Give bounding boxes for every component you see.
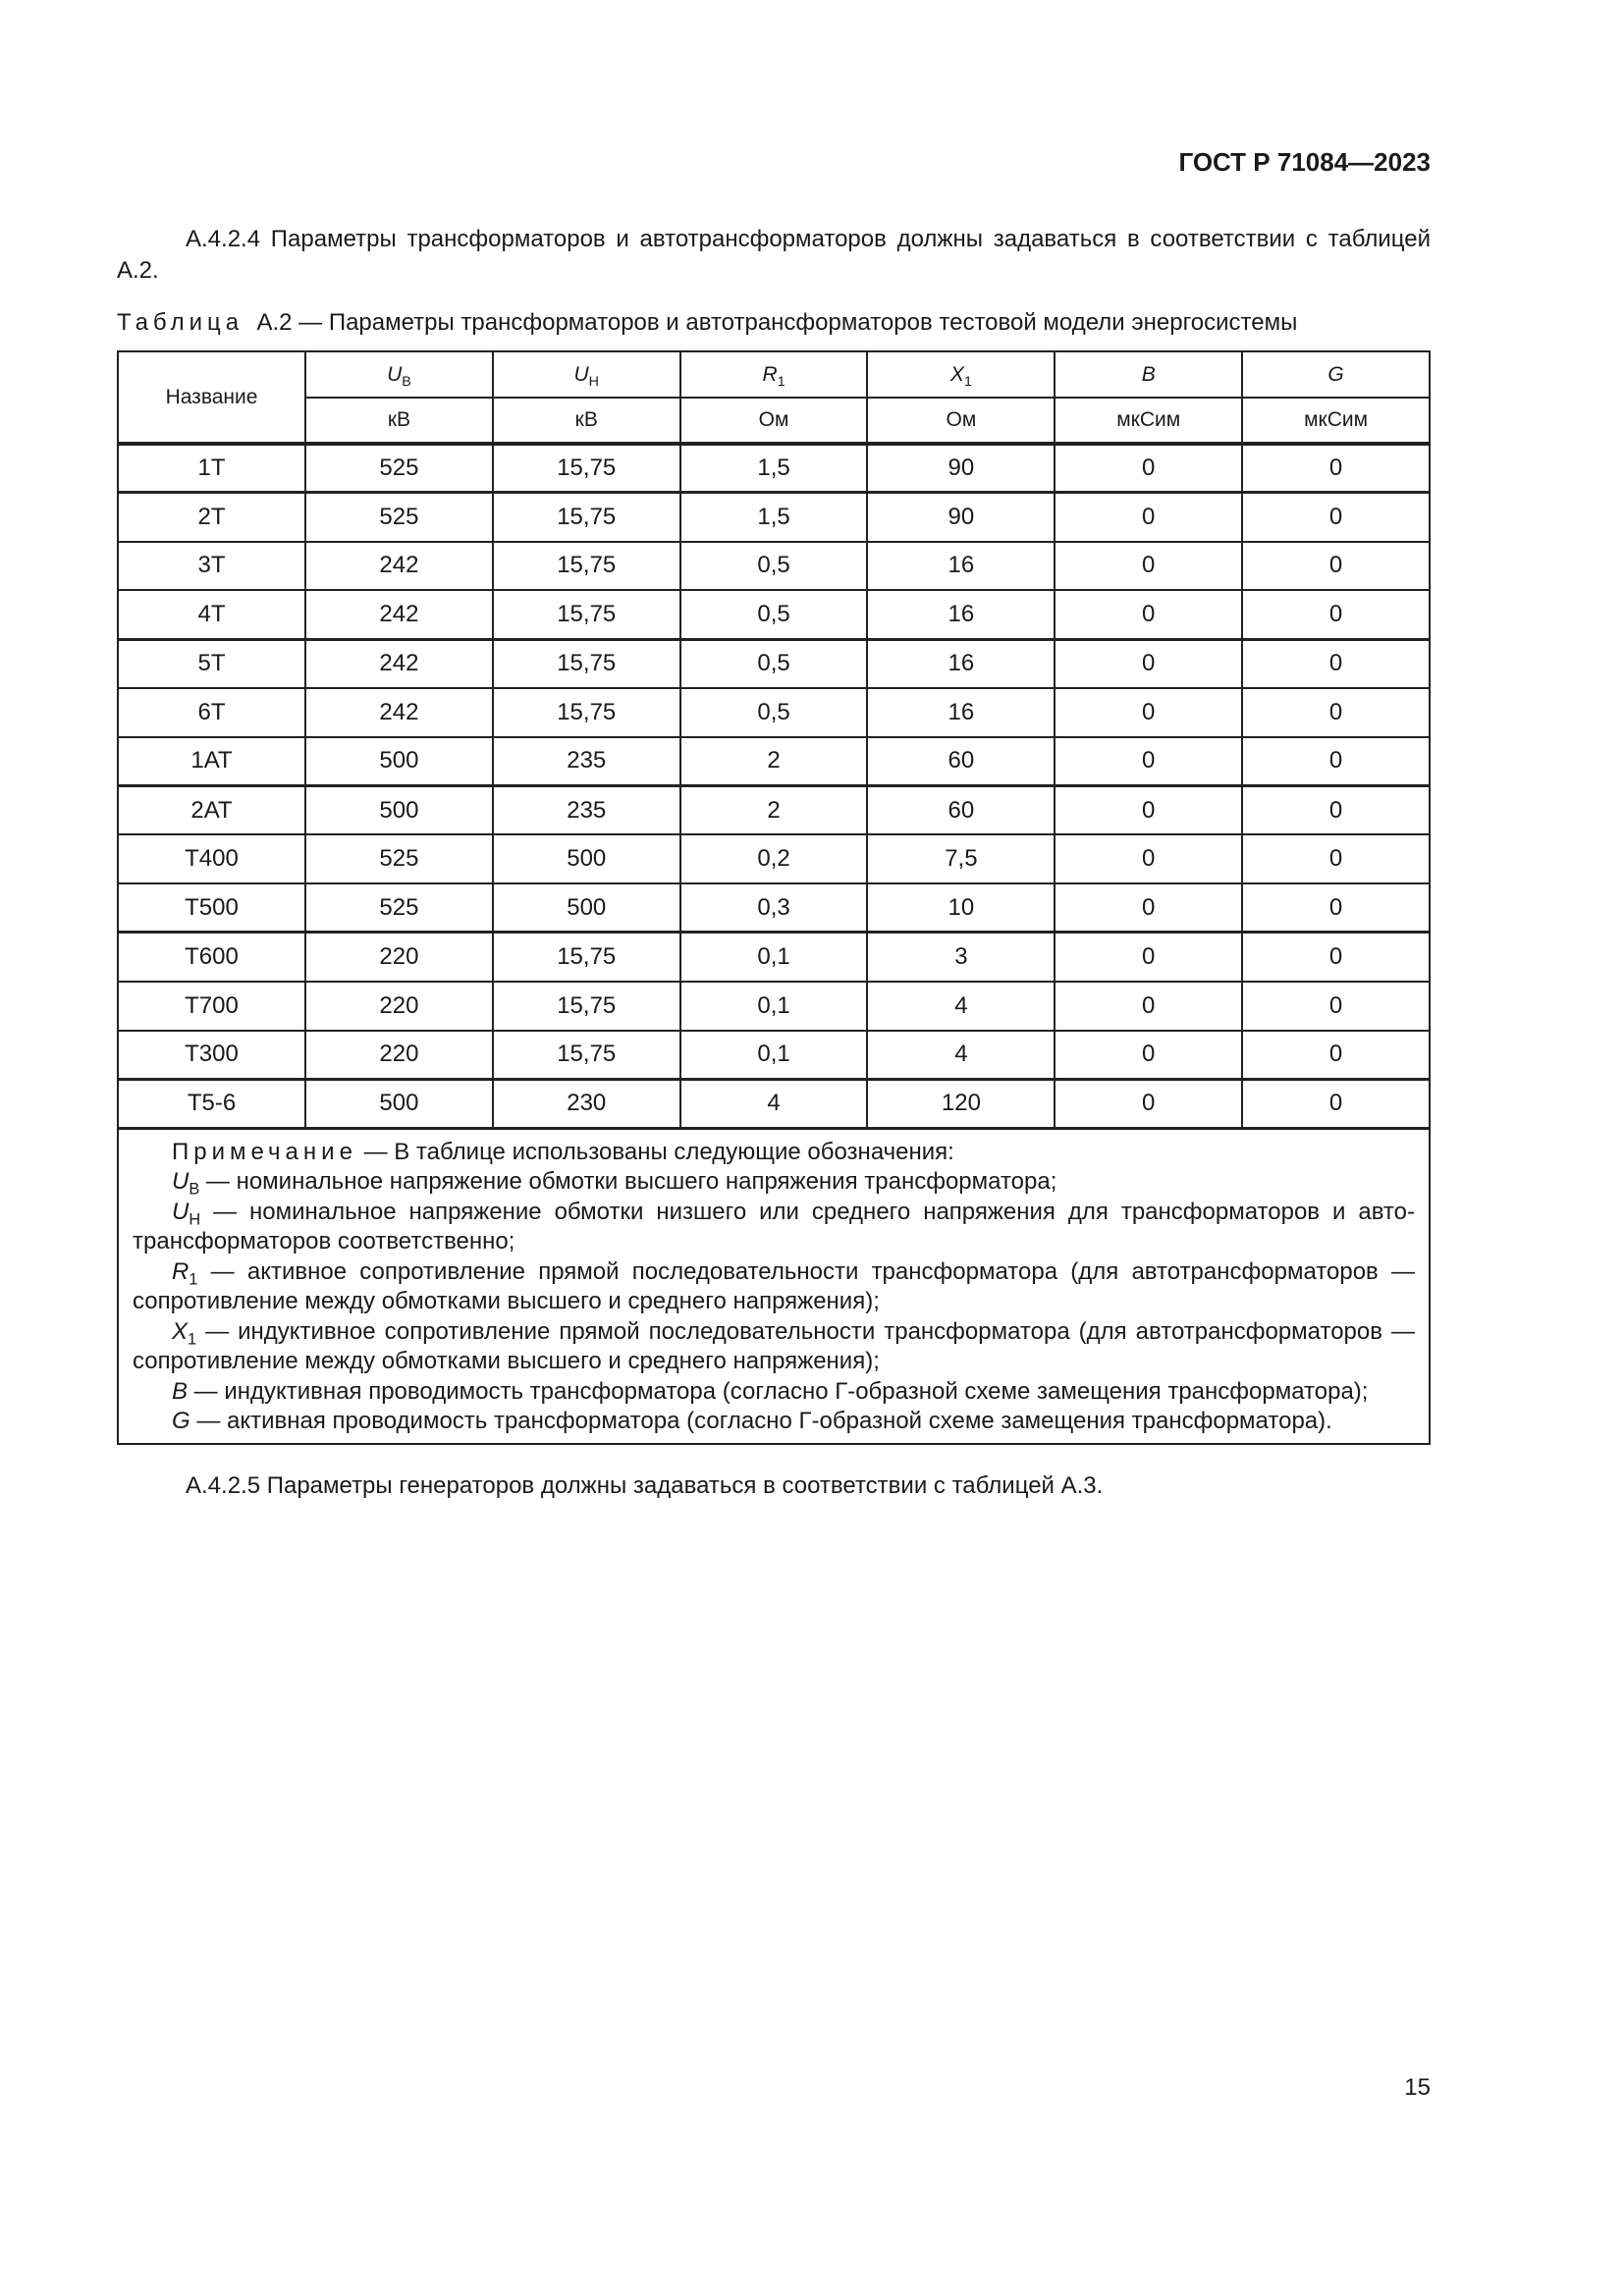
note-symbol: B bbox=[172, 1377, 189, 1405]
note-text: — индуктивное сопротивление прямой последовательности трансформатора (для автотрансформаторов — сопротивление между обмотками высшего и среднего напряжения); bbox=[133, 1317, 1415, 1375]
table-cell: 0 bbox=[1055, 982, 1242, 1031]
page-number: 15 bbox=[1404, 2074, 1431, 2101]
table-cell: 242 bbox=[305, 639, 493, 688]
table-cell: 90 bbox=[867, 493, 1055, 542]
table-cell: 0,1 bbox=[680, 1031, 868, 1080]
table-cell: 235 bbox=[493, 737, 680, 786]
note-item bbox=[133, 1377, 1415, 1408]
table-cell: 500 bbox=[493, 883, 680, 933]
table-cell: 0 bbox=[1242, 737, 1430, 786]
column-subscript: Н bbox=[588, 373, 599, 390]
table-row bbox=[118, 1079, 1430, 1128]
note-text: — номинальное напряжение обмотки высшего напряжения трансформатора; bbox=[199, 1168, 1057, 1196]
table-note bbox=[118, 1128, 1430, 1444]
table-cell: 0 bbox=[1242, 786, 1430, 835]
table-row bbox=[118, 933, 1430, 982]
note-row bbox=[118, 1128, 1430, 1444]
note-symbol: R bbox=[172, 1257, 189, 1285]
column-symbol: B bbox=[1141, 362, 1156, 386]
note-text: — активная проводимость трансформатора (согласно Г-образной схеме замещения трансформатора). bbox=[189, 1408, 1332, 1435]
table-cell: 3Т bbox=[118, 542, 305, 591]
table-row bbox=[118, 737, 1430, 786]
table-cell: 1Т bbox=[118, 444, 305, 493]
table-body bbox=[118, 444, 1430, 1444]
table-cell: 15,75 bbox=[493, 982, 680, 1031]
standard-designation: ГОСТ Р 71084—2023 bbox=[1178, 147, 1431, 177]
table-cell: Т700 bbox=[118, 982, 305, 1031]
table-cell: 90 bbox=[867, 444, 1055, 493]
table-cell: 500 bbox=[305, 737, 493, 786]
table-cell: 16 bbox=[867, 542, 1055, 591]
table-cell: 4Т bbox=[118, 590, 305, 639]
table-cell: 0 bbox=[1055, 883, 1242, 933]
table-cell: 242 bbox=[305, 688, 493, 737]
table-cell: 2 bbox=[680, 737, 868, 786]
table-caption-text: А.2 — Параметры трансформаторов и автотрансформаторов тестовой модели энергосистемы bbox=[256, 309, 1298, 336]
table-cell: 0 bbox=[1055, 933, 1242, 982]
note-symbol: U bbox=[172, 1198, 189, 1225]
column-header-r1 bbox=[680, 351, 868, 398]
unit-header: мкСим bbox=[1242, 398, 1430, 444]
table-cell: 0,5 bbox=[680, 688, 868, 737]
table-caption-label: Таблица bbox=[117, 309, 244, 336]
table-row bbox=[118, 688, 1430, 737]
column-symbol: R bbox=[762, 362, 778, 386]
table-cell: 0 bbox=[1055, 542, 1242, 591]
table-cell: Т5-6 bbox=[118, 1079, 305, 1128]
table-cell: 0 bbox=[1055, 737, 1242, 786]
note-symbol: G bbox=[172, 1408, 190, 1435]
table-cell: 15,75 bbox=[493, 444, 680, 493]
table-row bbox=[118, 493, 1430, 542]
table-row bbox=[118, 883, 1430, 933]
note-subscript: В bbox=[189, 1180, 200, 1199]
table-cell: Т600 bbox=[118, 933, 305, 982]
table-cell: 0,5 bbox=[680, 542, 868, 591]
table-cell: Т500 bbox=[118, 883, 305, 933]
table-cell: 60 bbox=[867, 786, 1055, 835]
note-item bbox=[133, 1317, 1415, 1377]
table-cell: 525 bbox=[305, 834, 493, 883]
table-cell: 0 bbox=[1055, 1079, 1242, 1128]
table-cell: 242 bbox=[305, 590, 493, 639]
table-cell: 0,1 bbox=[680, 933, 868, 982]
table-cell: 1АТ bbox=[118, 737, 305, 786]
table-cell: 235 bbox=[493, 786, 680, 835]
note-item bbox=[133, 1407, 1415, 1437]
column-header-b bbox=[1055, 351, 1242, 398]
table-cell: 0 bbox=[1242, 542, 1430, 591]
column-subscript: 1 bbox=[963, 373, 972, 390]
table-row bbox=[118, 444, 1430, 493]
table-cell: 0,1 bbox=[680, 982, 868, 1031]
unit-header: кВ bbox=[305, 398, 493, 444]
table-cell: 0 bbox=[1055, 590, 1242, 639]
table-cell: 0 bbox=[1242, 639, 1430, 688]
header-row-symbols bbox=[118, 351, 1430, 398]
table-cell: 60 bbox=[867, 737, 1055, 786]
table-cell: 15,75 bbox=[493, 1031, 680, 1080]
column-symbol: U bbox=[387, 362, 403, 386]
table-cell: Т400 bbox=[118, 834, 305, 883]
note-symbol: X bbox=[172, 1317, 189, 1345]
column-symbol: U bbox=[573, 362, 589, 386]
table-cell: 0 bbox=[1242, 1031, 1430, 1080]
table-cell: 0,5 bbox=[680, 639, 868, 688]
note-item bbox=[133, 1167, 1415, 1198]
paragraph-a424: А.4.2.4 Параметры трансформаторов и автотрансформаторов должны задаваться в соответствии с таблицей А.2. bbox=[117, 226, 1431, 284]
table-cell: 2 bbox=[680, 786, 868, 835]
table-cell: 0 bbox=[1242, 982, 1430, 1031]
table-cell: 0 bbox=[1055, 834, 1242, 883]
table-cell: 0 bbox=[1055, 688, 1242, 737]
table-cell: 0 bbox=[1055, 639, 1242, 688]
table-cell: 4 bbox=[867, 1031, 1055, 1080]
table-cell: 0,5 bbox=[680, 590, 868, 639]
table-caption bbox=[117, 307, 1431, 339]
column-header-x1 bbox=[867, 351, 1055, 398]
table-cell: 500 bbox=[305, 786, 493, 835]
table-cell: 15,75 bbox=[493, 688, 680, 737]
column-subscript: В bbox=[402, 373, 411, 390]
table-row bbox=[118, 982, 1430, 1031]
table-cell: 500 bbox=[493, 834, 680, 883]
note-subscript: 1 bbox=[189, 1270, 198, 1289]
unit-header: кВ bbox=[493, 398, 680, 444]
table-row bbox=[118, 786, 1430, 835]
unit-header: Ом bbox=[680, 398, 868, 444]
unit-header: Ом bbox=[867, 398, 1055, 444]
table-cell: 0 bbox=[1242, 933, 1430, 982]
column-header-ub bbox=[305, 351, 493, 398]
table-cell: 0 bbox=[1055, 1031, 1242, 1080]
table-cell: 0 bbox=[1242, 590, 1430, 639]
table-cell: Т300 bbox=[118, 1031, 305, 1080]
column-symbol: X bbox=[949, 362, 964, 386]
table-cell: 0 bbox=[1055, 444, 1242, 493]
table-cell: 0 bbox=[1242, 493, 1430, 542]
table-cell: 525 bbox=[305, 493, 493, 542]
table-cell: 2АТ bbox=[118, 786, 305, 835]
table-row bbox=[118, 1031, 1430, 1080]
table-cell: 15,75 bbox=[493, 493, 680, 542]
column-header-g bbox=[1242, 351, 1430, 398]
table-cell: 0 bbox=[1055, 786, 1242, 835]
table-cell: 220 bbox=[305, 1031, 493, 1080]
table-cell: 0 bbox=[1242, 834, 1430, 883]
table-cell: 16 bbox=[867, 590, 1055, 639]
table-cell: 525 bbox=[305, 883, 493, 933]
note-text: — индуктивная проводимость трансформатора (согласно Г-образной схеме замещения трансформатора); bbox=[188, 1377, 1369, 1405]
paragraph-a425: А.4.2.5 Параметры генераторов должны задаваться в соответствии с таблицей А.3. bbox=[186, 1472, 1104, 1499]
header-row-units bbox=[118, 398, 1430, 444]
table-cell: 220 bbox=[305, 933, 493, 982]
column-subscript: 1 bbox=[777, 373, 785, 390]
table-cell: 4 bbox=[680, 1079, 868, 1128]
note-symbol: U bbox=[172, 1168, 189, 1196]
table-cell: 15,75 bbox=[493, 542, 680, 591]
column-symbol: G bbox=[1327, 362, 1344, 386]
name-column-header: Название bbox=[118, 351, 305, 444]
table-cell: 0 bbox=[1242, 688, 1430, 737]
table-cell: 0 bbox=[1242, 444, 1430, 493]
table-cell: 16 bbox=[867, 688, 1055, 737]
table-cell: 15,75 bbox=[493, 590, 680, 639]
note-item bbox=[133, 1257, 1415, 1317]
table-cell: 4 bbox=[867, 982, 1055, 1031]
table-cell: 230 bbox=[493, 1079, 680, 1128]
table-cell: 500 bbox=[305, 1079, 493, 1128]
note-label: Примечание bbox=[172, 1138, 357, 1165]
note-intro bbox=[133, 1138, 1415, 1168]
table-cell: 1,5 bbox=[680, 493, 868, 542]
table-row bbox=[118, 542, 1430, 591]
table-cell: 525 bbox=[305, 444, 493, 493]
table-cell: 0 bbox=[1242, 883, 1430, 933]
table-cell: 120 bbox=[867, 1079, 1055, 1128]
table-cell: 7,5 bbox=[867, 834, 1055, 883]
note-intro-text: — В таблице использованы следующие обозначения: bbox=[356, 1138, 954, 1165]
table-cell: 220 bbox=[305, 982, 493, 1031]
table-cell: 242 bbox=[305, 542, 493, 591]
note-subscript: Н bbox=[189, 1210, 201, 1229]
table-cell: 0 bbox=[1242, 1079, 1430, 1128]
table-cell: 5Т bbox=[118, 639, 305, 688]
table-cell: 15,75 bbox=[493, 933, 680, 982]
note-subscript: 1 bbox=[188, 1330, 197, 1349]
table-cell: 6Т bbox=[118, 688, 305, 737]
table-cell: 15,75 bbox=[493, 639, 680, 688]
table-row bbox=[118, 834, 1430, 883]
table-row bbox=[118, 590, 1430, 639]
table-cell: 2Т bbox=[118, 493, 305, 542]
note-item bbox=[133, 1198, 1415, 1257]
table-cell: 3 bbox=[867, 933, 1055, 982]
column-header-un bbox=[493, 351, 680, 398]
table-cell: 0,3 bbox=[680, 883, 868, 933]
note-text: — номинальное напряжение обмотки низшего или среднего напряжения для трансформаторов и автотрансформаторов соответственно; bbox=[133, 1198, 1415, 1255]
table-cell: 0 bbox=[1055, 493, 1242, 542]
table-cell: 1,5 bbox=[680, 444, 868, 493]
table-cell: 16 bbox=[867, 639, 1055, 688]
transformer-parameters-table bbox=[117, 350, 1431, 1445]
table-cell: 10 bbox=[867, 883, 1055, 933]
table-cell: 0,2 bbox=[680, 834, 868, 883]
note-text: — активное сопротивление прямой последовательности трансформатора (для автотрансформаторов — сопротивление между обмотками высшего и среднего напряжения); bbox=[133, 1257, 1415, 1315]
unit-header: мкСим bbox=[1055, 398, 1242, 444]
table-row bbox=[118, 639, 1430, 688]
